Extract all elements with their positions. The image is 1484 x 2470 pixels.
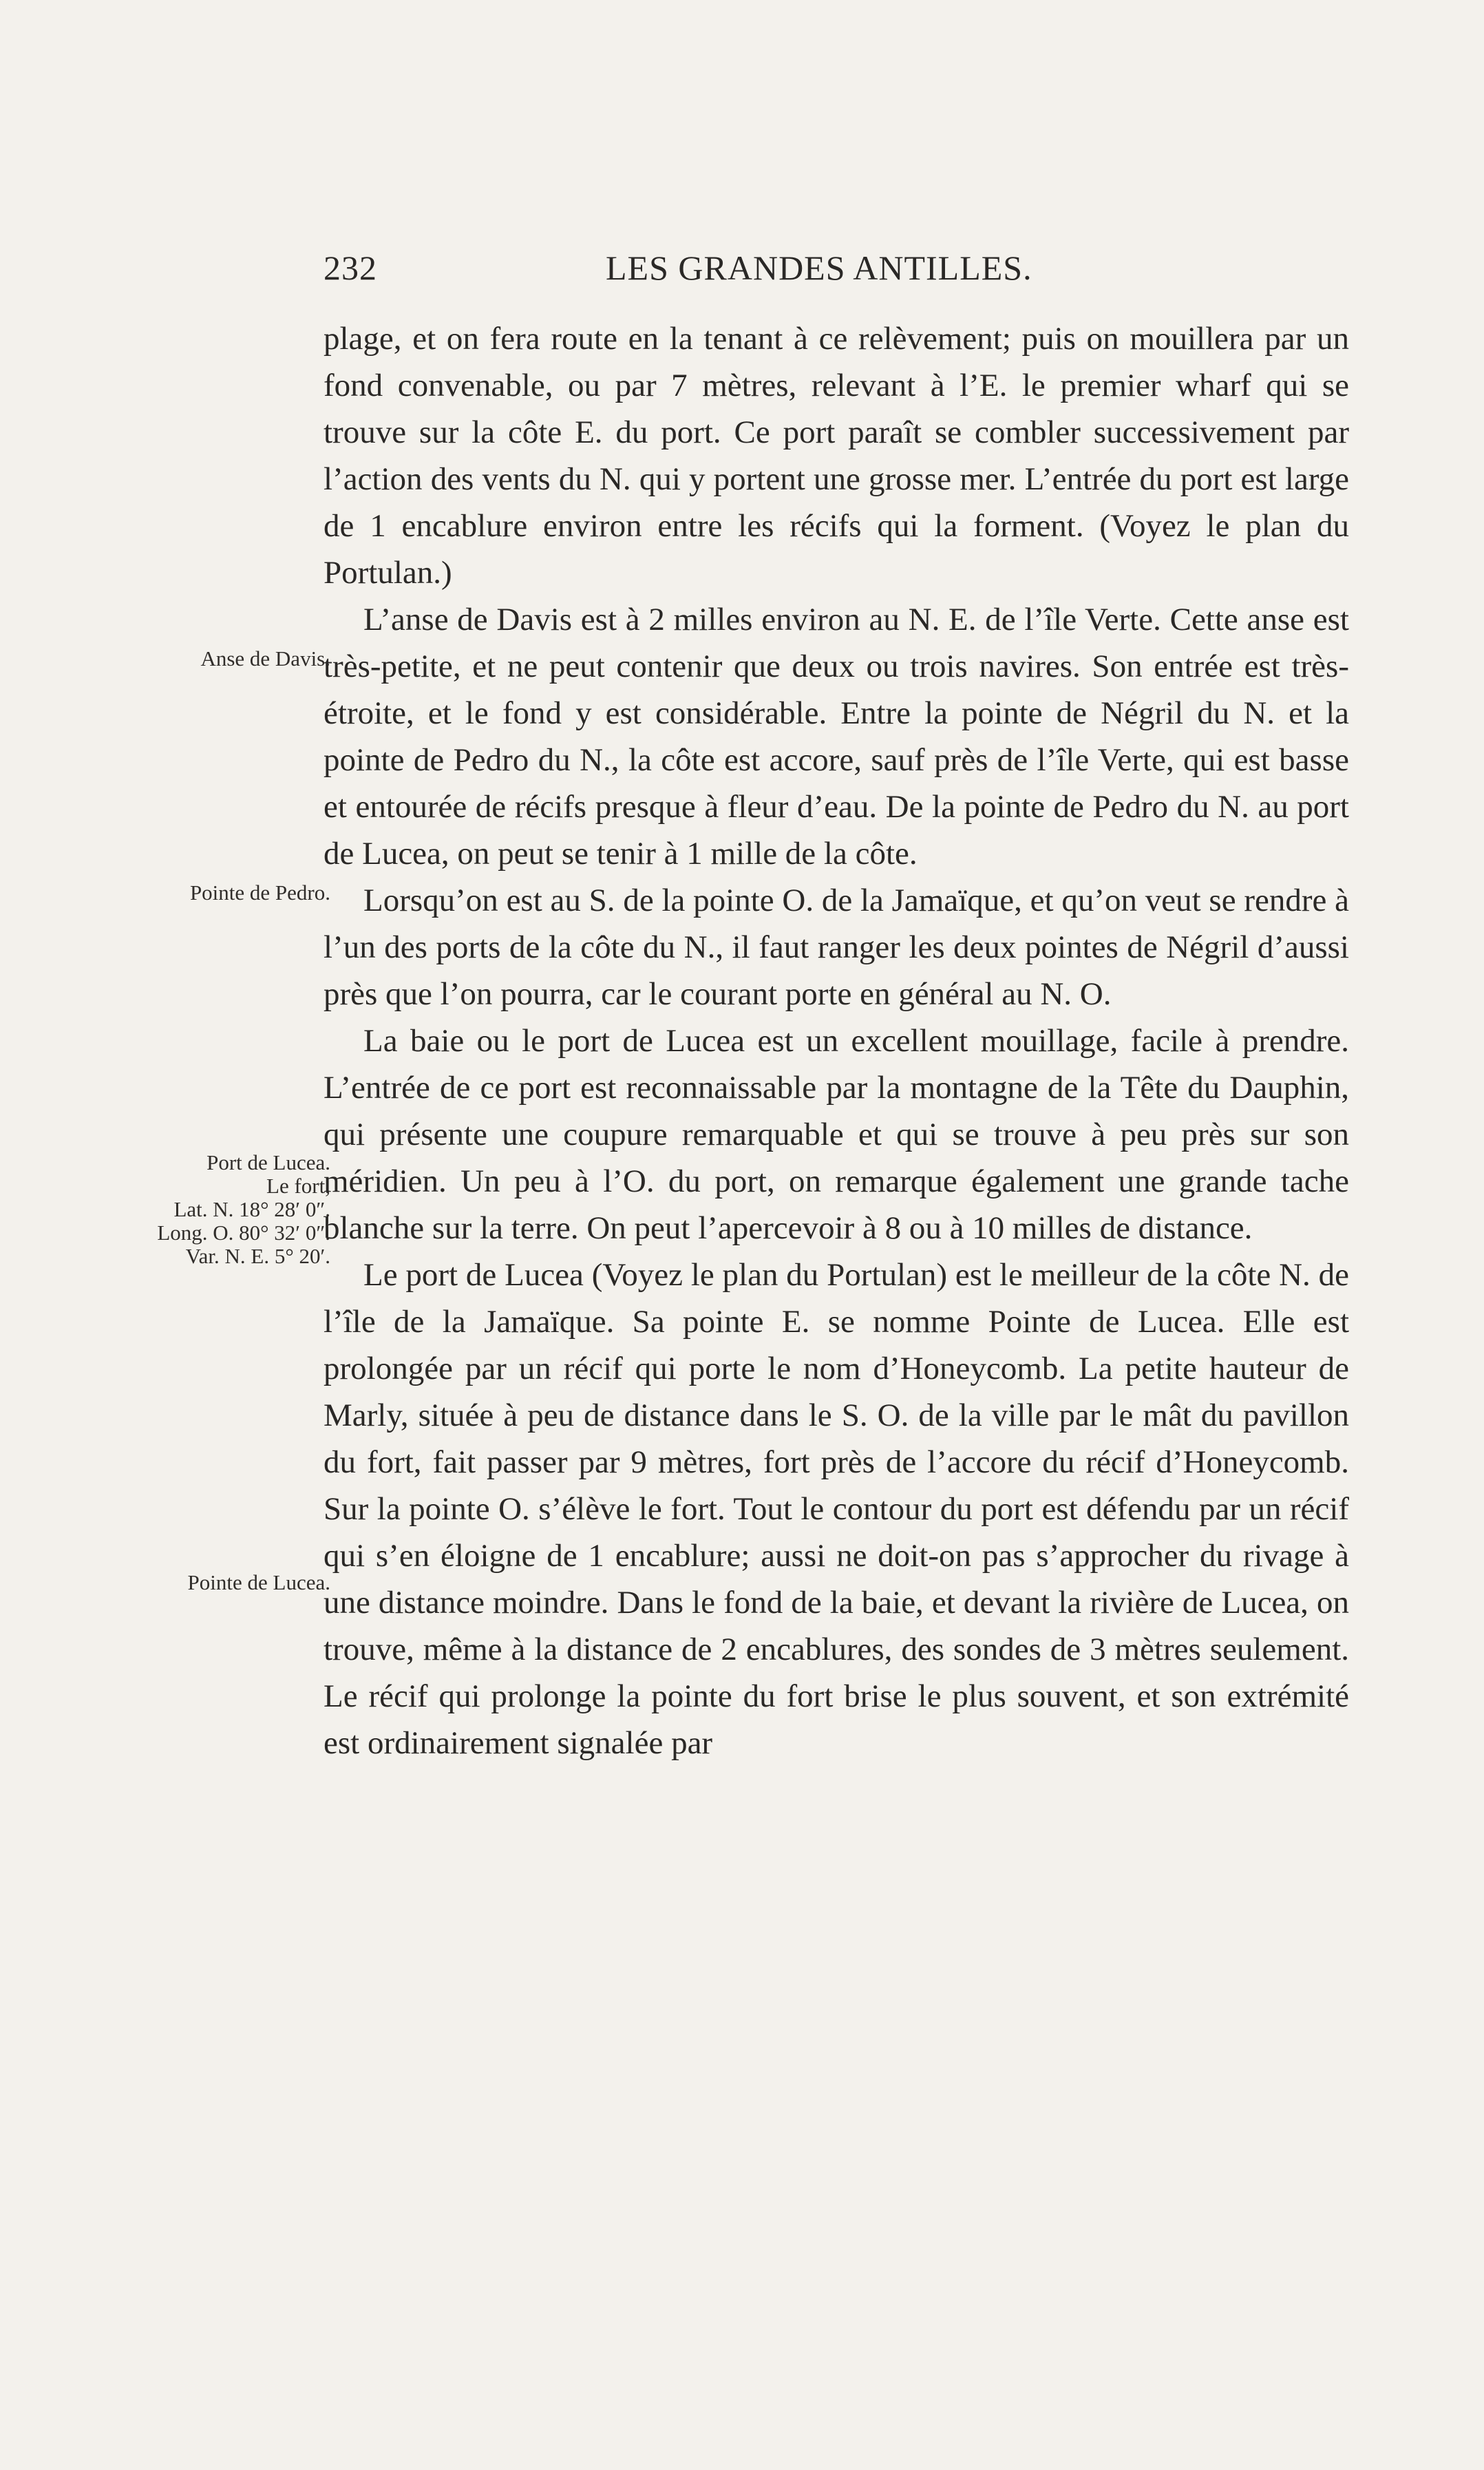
paragraph-baie-de-lucea: La baie ou le port de Lucea est un excellent mouillage, facile à prendre. L’entrée de ce port est reconnaissable par la montagne de la Tête du Dauphin, qui présente une coupure remarquable et qui se trouve à peu près sur son méridien. Un peu à l’O. du port, on remarque également une grande tache blanche sur la terre. On peut l’apercevoir à 8 ou à 10 milles de distance. (324, 1023, 1349, 1246)
paragraph-continuation: plage, et on fera route en la tenant à ce relèvement; puis on mouillera par un fond convenable, ou par 7 mètres, relevant à l’E. le premier wharf qui se trouve sur la côte E. du port. Ce port paraît se combler successivement par l’action des vents du N. qui y portent une grosse mer. L’entrée du port est large de 1 encablure environ entre les récifs qui la forment. (Voyez le plan du Portulan.) (324, 321, 1349, 591)
page-number: 232 (324, 249, 377, 287)
paragraph-anse-de-davis: L’anse de Davis est à 2 milles environ au N. E. de l’île Verte. Cette anse est très-petite, et ne peut contenir que deux ou trois navires. Son entrée est très-étroite, et le fond y est considérable. Entre la pointe de Négril du N. et la pointe de Pedro du N., la côte est accore, sauf près de l’île Verte, qui est basse et entourée de récifs presque à fleur d’eau. De la pointe de Pedro du N. au port de Lucea, on peut se tenir à 1 mille de la côte. (324, 602, 1349, 872)
paragraph-pointe-o: Lorsqu’on est au S. de la pointe O. de la Jamaïque, et qu’on veut se rendre à l’un des ports de la côte du N., il faut ranger les deux pointes de Négril d’aussi près que l’on pourra, car le courant porte en général au N. O. (324, 883, 1349, 1012)
margin-note-anse-de-davis: Anse de Davis. (200, 646, 330, 671)
margin-note-line: Long. O. 80° 32′ 0″. (157, 1221, 330, 1245)
margin-note-pointe-de-pedro: Pointe de Pedro. (189, 880, 330, 905)
margin-note-line: Var. N. E. 5° 20′. (185, 1244, 330, 1268)
margin-note-pointe-de-lucea: Pointe de Lucea. (187, 1570, 330, 1594)
body-text (324, 315, 1349, 1766)
margin-note-line: Port de Lucea. (206, 1150, 330, 1174)
paragraph-port-de-lucea: Le port de Lucea (Voyez le plan du Portulan) est le meilleur de la côte N. de l’île de la Jamaïque. Sa pointe E. se nomme Pointe de Lucea. Elle est prolongée par un récif qui porte le nom d’Honeycomb. La petite hauteur de Marly, située à peu de distance dans le S. O. de la ville par le mât du pavillon du fort, fait passer par 9 mètres, fort près de l’accore du récif d’Honeycomb. Sur la pointe O. s’élève le fort. Tout le contour du port est défendu par un récif qui s’en éloigne de 1 encablure; aussi ne doit-on pas s’approcher du rivage à une distance moindre. Dans le fond de la baie, et devant la rivière de Lucea, on trouve, même à la distance de 2 encablures, des sondes de 3 mètres seulement. Le récif qui prolonge la pointe du fort brise le plus souvent, et son extrémité est ordinairement signalée par (324, 1257, 1349, 1761)
margin-note-line: Le fort, (266, 1174, 330, 1198)
running-title: LES GRANDES ANTILLES. (606, 249, 1032, 287)
page-header (324, 248, 1053, 297)
margin-note-line: Lat. N. 18° 28′ 0″. (173, 1197, 330, 1221)
margin-note-port-de-lucea (69, 1151, 330, 1268)
